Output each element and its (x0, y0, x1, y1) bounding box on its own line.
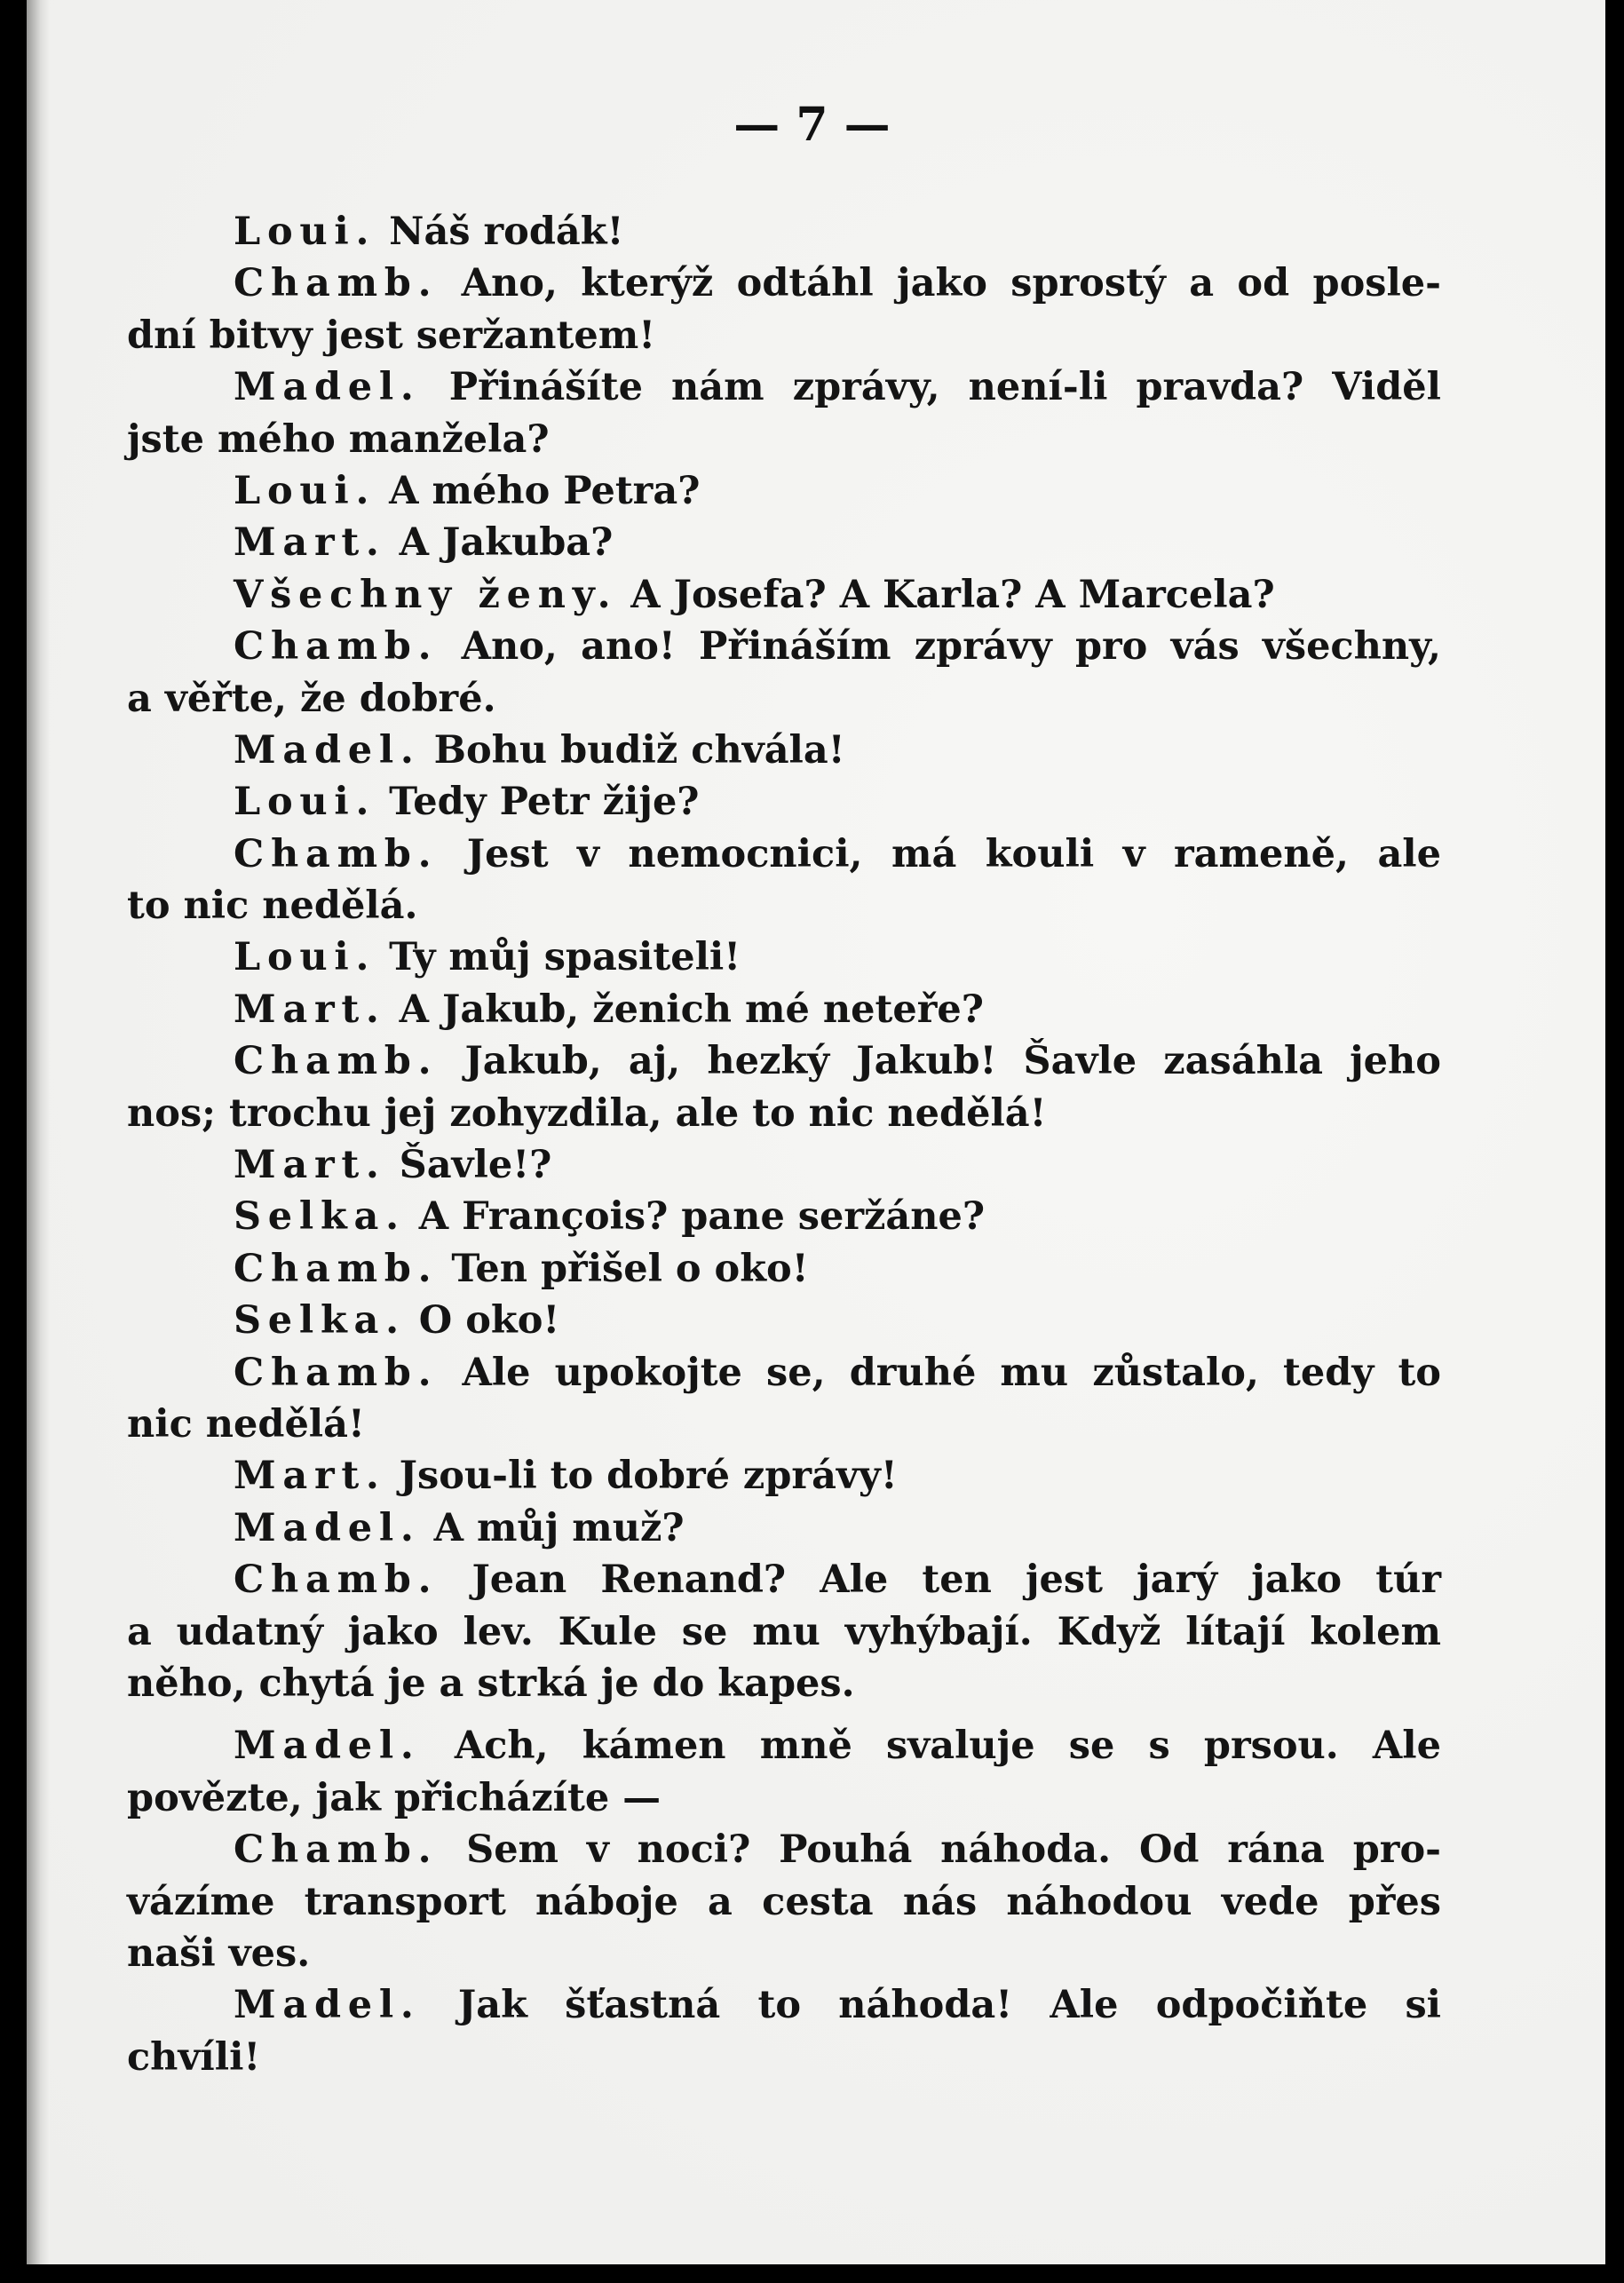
line-text: nic nedělá! (127, 1401, 365, 1447)
scan-border (1605, 0, 1624, 2283)
speaker-name: Chamb. (234, 1039, 439, 1084)
text-line (127, 880, 1441, 931)
line-text: Jest v nemocnici, má kouli v rameně, ale (466, 831, 1441, 876)
line-text: A François? pane seržáne? (418, 1194, 986, 1240)
text-line (127, 1295, 1441, 1346)
speaker-name: Selka. (234, 1194, 406, 1240)
line-text: Náš rodák! (389, 210, 624, 254)
speaker-name: Chamb. (234, 831, 439, 876)
line-text: chvíli! (127, 2034, 261, 2080)
line-text: Ale upokojte se, druhé mu zůstalo, tedy to (462, 1350, 1441, 1395)
binding-shadow (27, 0, 50, 2264)
text-line (127, 1035, 1441, 1087)
line-text: O oko! (418, 1298, 560, 1344)
text-line (127, 725, 1441, 776)
line-text: A Josefa? A Karla? A Marcela? (630, 572, 1275, 617)
speaker-name: Loui. (234, 210, 376, 254)
speaker-name: Loui. (234, 780, 376, 825)
text-line (127, 1139, 1441, 1191)
text-line (127, 931, 1441, 983)
speaker-name: Chamb. (234, 1558, 439, 1603)
text-line (127, 465, 1441, 517)
speaker-name: Madel. (234, 1505, 421, 1550)
text-line (127, 776, 1441, 828)
text-line (127, 1088, 1441, 1139)
text-line (127, 1824, 1441, 1875)
text-line (127, 828, 1441, 880)
line-text: A Jakuba? (399, 520, 614, 566)
speaker-name: Chamb. (234, 624, 439, 670)
speaker-name: Mart. (234, 1143, 386, 1188)
text-line (127, 569, 1441, 621)
line-text: povězte, jak přicházíte — (127, 1775, 661, 1820)
line-text: Bohu budiž chvála! (433, 727, 845, 773)
speaker-name: Chamb. (234, 261, 439, 306)
text-line (127, 1606, 1441, 1658)
speaker-name: Madel. (234, 365, 421, 410)
text-line (127, 1772, 1441, 1824)
speaker-name: Mart. (234, 1454, 386, 1499)
text-line (127, 310, 1441, 361)
speaker-name: Loui. (234, 935, 376, 980)
line-text: naši ves. (127, 1930, 311, 1976)
text-line (127, 1191, 1441, 1242)
line-text: A mého Petra? (389, 468, 701, 513)
text-line (127, 2032, 1441, 2083)
line-text: A Jakub, ženich mé neteře? (399, 987, 984, 1032)
line-text: něho, chytá je a strká je do kapes. (127, 1661, 855, 1706)
speaker-name: Mart. (234, 987, 386, 1032)
speaker-name: Madel. (234, 727, 421, 773)
speaker-name: Madel. (234, 1983, 421, 2028)
paragraph-gap (127, 1709, 1441, 1720)
line-text: jste mého manžela? (127, 416, 550, 462)
line-text: Ano, ano! Přináším zprávy pro vás všechny, (461, 624, 1441, 670)
line-text: vázíme transport náboje a cesta nás náhodou vede přes (127, 1879, 1441, 1924)
line-text: a věřte, že dobré. (127, 676, 496, 721)
line-text: Ach, kámen mně svaluje se s prsou. Ale (454, 1724, 1441, 1769)
line-text: Jakub, aj, hezký Jakub! Šavle zasáhla jeho (464, 1039, 1441, 1084)
speaker-name: Madel. (234, 1724, 421, 1769)
text-line (127, 1243, 1441, 1295)
line-text: Přinášíte nám zprávy, není-li pravda? Viděl (448, 365, 1441, 410)
line-text: Ano, kterýž odtáhl jako sprostý a od posle- (461, 261, 1441, 306)
play-text (127, 206, 1441, 2083)
text-line (127, 1658, 1441, 1709)
speaker-name: Chamb. (234, 1246, 439, 1291)
speaker-name: Chamb. (234, 1827, 439, 1873)
line-text: Tedy Petr žije? (389, 780, 700, 825)
text-line (127, 1450, 1441, 1502)
text-line (127, 1554, 1441, 1605)
line-text: Jsou-li to dobré zprávy! (399, 1454, 898, 1499)
speaker-name: Selka. (234, 1298, 406, 1344)
speaker-name: Všechny ženy. (234, 572, 618, 617)
text-line (127, 673, 1441, 725)
line-text: Ty můj spasiteli! (389, 935, 741, 980)
text-line (127, 1399, 1441, 1450)
text-line (127, 1502, 1441, 1554)
line-text: a udatný jako lev. Kule se mu vyhýbají. Když lítají kolem (127, 1609, 1441, 1654)
speaker-name: Chamb. (234, 1350, 439, 1395)
text-line (127, 1928, 1441, 1979)
text-line (127, 984, 1441, 1035)
line-text: nos; trochu jej zohyzdila, ale to nic nedělá! (127, 1090, 1047, 1136)
text-line (127, 361, 1441, 413)
line-text: dní bitvy jest seržantem! (127, 313, 656, 358)
line-text: Jak šťastná to náhoda! Ale odpočiňte si (457, 1983, 1441, 2028)
speaker-name: Mart. (234, 520, 386, 566)
line-text: Ten přišel o oko! (451, 1246, 809, 1291)
text-line (127, 1876, 1441, 1928)
line-text: to nic nedělá. (127, 884, 418, 929)
text-line (127, 621, 1441, 672)
text-line (127, 1979, 1441, 2031)
line-text: A můj muž? (433, 1505, 685, 1550)
page-number: — 7 — (733, 98, 891, 152)
line-text: Šavle!? (399, 1143, 552, 1188)
speaker-name: Loui. (234, 468, 376, 513)
text-line (127, 258, 1441, 309)
text-line (127, 517, 1441, 568)
text-line (127, 206, 1441, 258)
text-line (127, 1347, 1441, 1399)
line-text: Sem v noci? Pouhá náhoda. Od rána pro- (466, 1827, 1441, 1873)
line-text: Jean Renand? Ale ten jest jarý jako túr (471, 1558, 1441, 1603)
text-line (127, 414, 1441, 465)
text-line (127, 1720, 1441, 1772)
